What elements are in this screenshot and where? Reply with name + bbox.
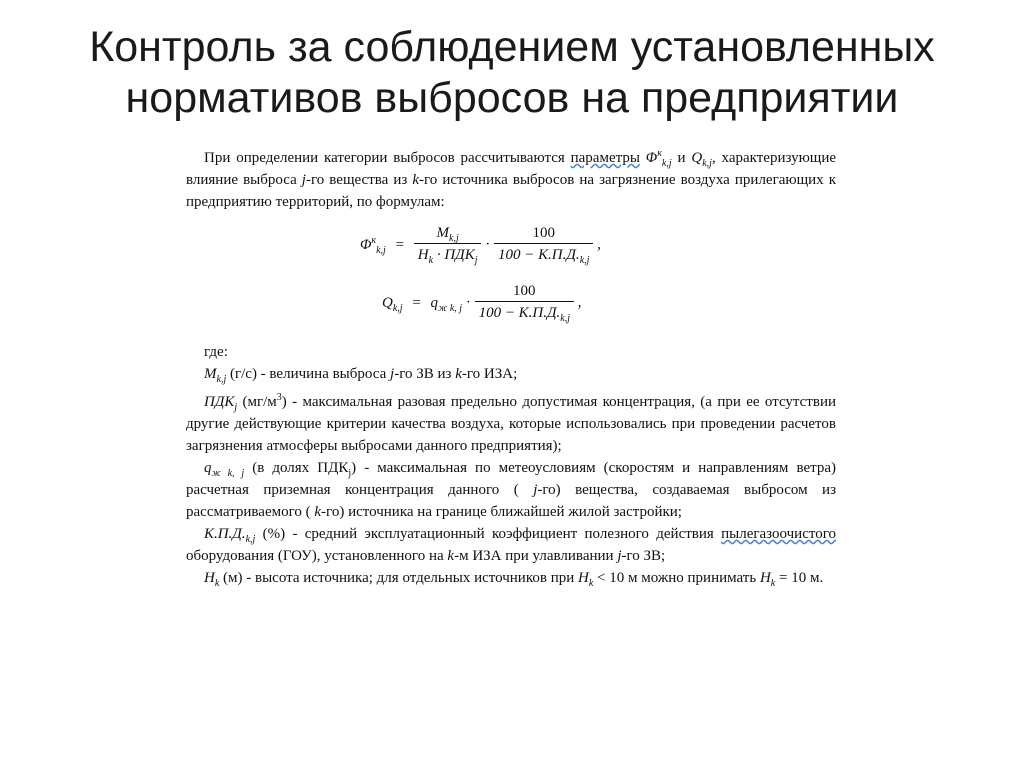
kpd-def-text-2: оборудования (ГОУ), установленного на — [186, 548, 444, 564]
phi-fraction-1: $\frac{M_{k,j}}{H_k \cdot ПДК_j}$ — [414, 223, 482, 266]
kpd-j-var: j — [617, 548, 622, 564]
h-lt: < — [597, 570, 606, 586]
m-definition — [186, 363, 836, 385]
intro-text-2: , характеризующие влияние выброса — [186, 150, 837, 188]
kpd-definition — [186, 523, 836, 567]
q-var: $Q_{k,j}$ — [691, 150, 712, 169]
kpd-def-text-4: -го ЗВ; — [621, 548, 666, 564]
h-def-text-3: принимать — [687, 570, 757, 586]
kpd-var: $К.П.Д._{k,j}$ — [204, 526, 256, 545]
h-def-text-2: 10 м можно — [609, 570, 684, 586]
q-def-pdk: $ПДК_j$ — [317, 460, 352, 479]
q-definition — [186, 457, 836, 523]
m-var: $M_{k,j}$ — [204, 366, 227, 385]
kpd-k-var: k — [447, 548, 455, 564]
q-k-var: k — [314, 504, 322, 520]
m-def-text-2: -го ЗВ из — [394, 366, 452, 382]
q-def-text-1: (в долях — [252, 460, 310, 476]
qzh-var: $q_{ж k, j}$ — [204, 460, 245, 479]
m-def-text-3: -го ИЗА; — [461, 366, 518, 382]
h-def-text-1: (м) - высота источника; для отдельных источников при — [223, 570, 575, 586]
phi-fraction-2: $\frac{100}{100 - К.П.Д._{k,j}}$ — [494, 223, 593, 266]
j-var: j — [301, 172, 306, 188]
kpd-def-text-1: (%) - средний эксплуатационный коэффициент полезного действия — [262, 526, 714, 542]
q-j-var: j — [533, 482, 538, 498]
formula-phi: $\Phi^к_{k,j}$ = $\frac{M_{k,j}}{H_k \cdot ПДК_j}$ · $\frac{100}{100 - К.П.Д._{k,j}}$ , — [360, 225, 601, 266]
m-j-var: j — [390, 366, 395, 382]
pdk-definition — [186, 391, 836, 457]
slide-title-line-1: Контроль за соблюдением установленных — [89, 23, 935, 71]
phi-var: $\Phi^к_{k,j}$ — [645, 148, 672, 169]
m-def-text: (г/с) - величина выброса — [229, 366, 387, 382]
q-def-text-3: -го) вещества, создаваемая выбросом из рассматриваемого ( — [186, 482, 836, 520]
slide-title — [0, 22, 1024, 124]
intro-text-1: При определении категории выбросов рассчитываются — [204, 150, 565, 166]
document-text — [186, 143, 836, 589]
document-excerpt — [166, 143, 874, 703]
h-def-text-4: = 10 м. — [779, 570, 824, 586]
h-definition — [186, 567, 836, 589]
m-k-var: k — [455, 366, 462, 382]
pdk-var: $ПДК_j$ — [204, 394, 238, 413]
intro-paragraph — [186, 147, 836, 213]
k-var: k — [412, 172, 420, 188]
formula-q: $Q_{k,j} = q_{ж k, j}$ · $\frac{100}{100 - К.П.Д._{k,j}}$ , — [382, 283, 582, 324]
intro-text-5: загрязнение воздуха прилегающих к предприятию территорий, по формулам: — [186, 172, 837, 210]
intro-word-params: параметры — [570, 150, 640, 166]
intro-text-3: -го вещества из — [305, 172, 408, 188]
h-var-2: $H_k$ — [578, 570, 594, 589]
kpd-def-word: пылегазоочистого — [721, 526, 836, 542]
pdk-def-unit: (мг/м — [242, 394, 277, 410]
where-label: где: — [204, 344, 228, 360]
q-fraction: $\frac{100}{100 - К.П.Д._{k,j}}$ — [475, 281, 574, 324]
pdk-def-text: ) - максимальная разовая предельно допустимая концентрация, (а при ее отсутствии другие действующие критерии качества воздуха, которые использовались при проведении расчетов загрязнения атмосферы выбросами данного предприятия); — [186, 394, 836, 454]
pdk-def-sup: 3 — [276, 392, 282, 403]
intro-and: и — [677, 150, 686, 166]
h-var-3: $H_k$ — [759, 570, 776, 589]
q-def-text-2: ) - максимальная по метеоусловиям (скоростям и направлениям ветра) расчетная приземная концентрация данного ( — [186, 460, 837, 498]
kpd-def-text-3: -м ИЗА при улавливании — [454, 548, 614, 564]
h-var: $H_k$ — [204, 570, 220, 589]
q-def-text-4: -го) источника на границе ближайшей жилой застройки; — [321, 504, 682, 520]
slide-title-line-2: нормативов выбросов на предприятии — [125, 74, 899, 122]
intro-text-4: -го источника выбросов на — [419, 172, 595, 188]
